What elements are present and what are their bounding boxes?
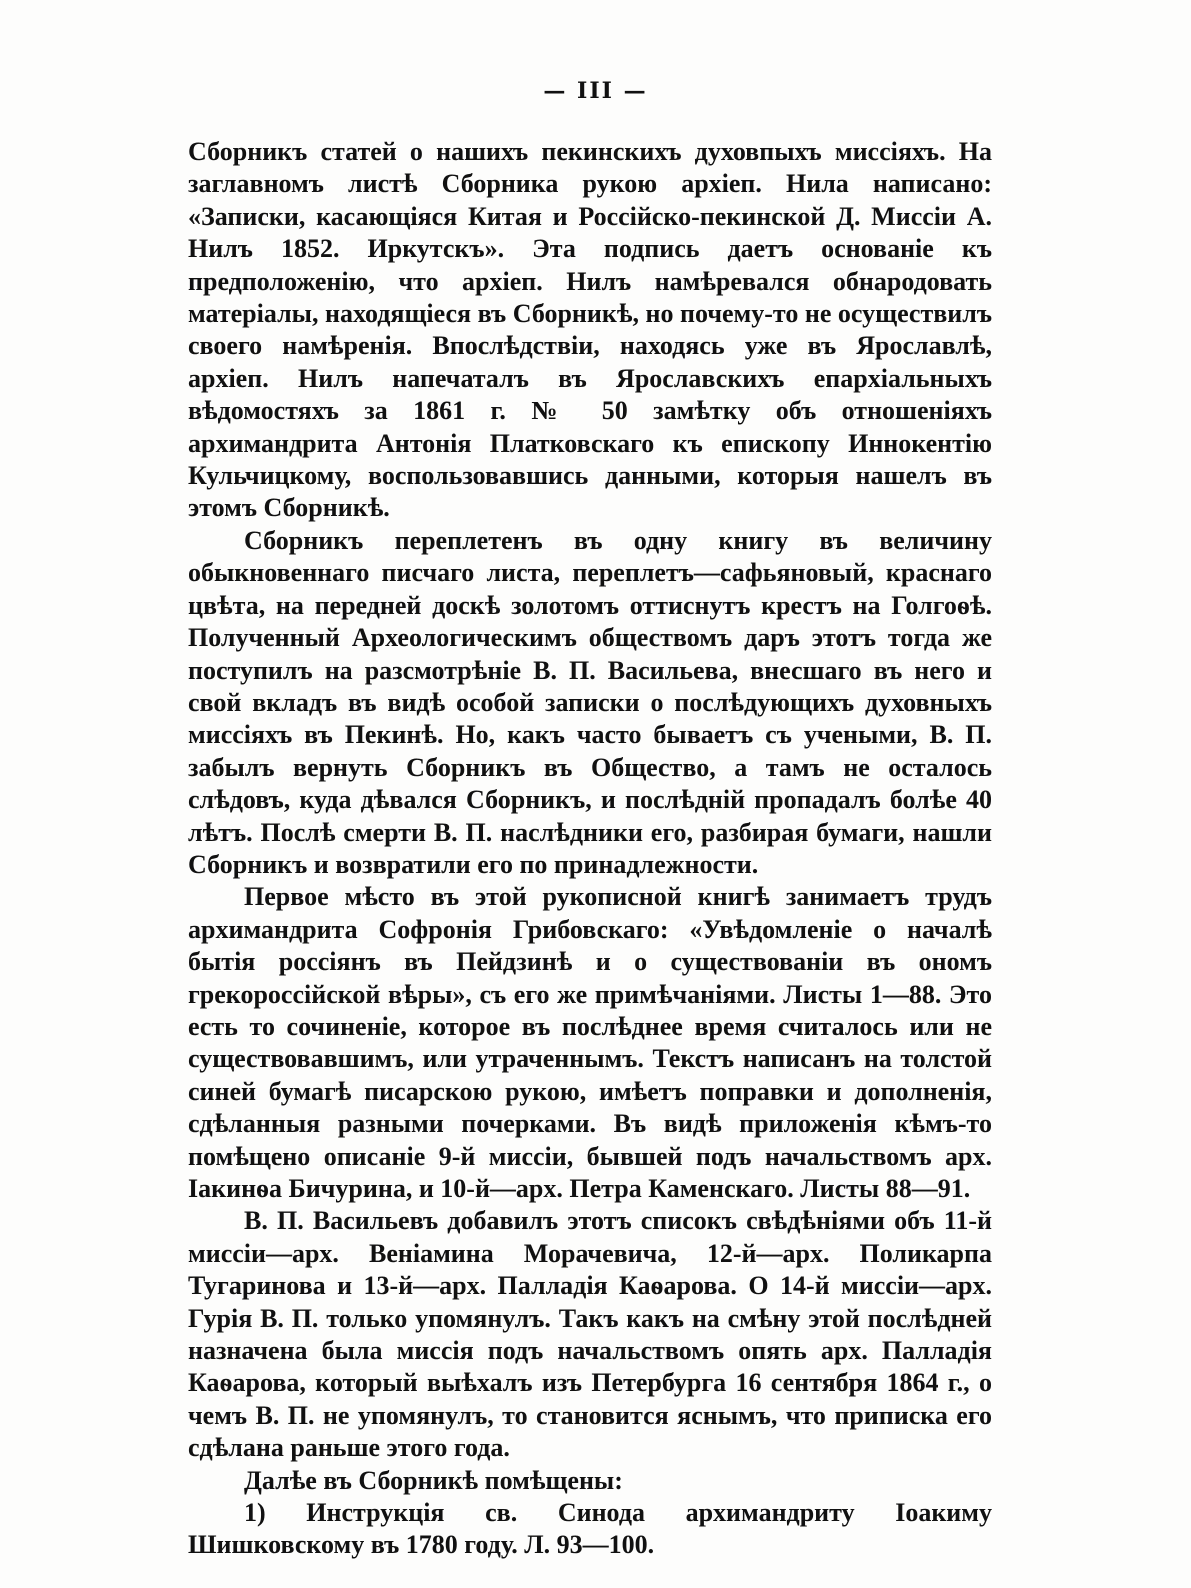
list-item: 1) Инструкція св. Синода архимандриту Іоакиму Шишковскому въ 1780 году. Л. 93—100. <box>188 1498 992 1560</box>
paragraph: В. П. Васильевъ добавилъ этотъ списокъ свѣдѣніями объ 11-й миссіи—арх. Веніамина Морачевича, 12-й—арх. Поликарпа Тугаринова и 13-й—арх. Палладія Каѳарова. О 14-й миссіи—арх. Гурія В. П. только упомянулъ. Такъ какъ на смѣну этой послѣдней назначена была миссія подъ начальствомъ опять арх. Палладія Каѳарова, который выѣхалъ изъ Петербурга 16 сентября 1864 г., о чемъ В. П. не упомянулъ, то становится яснымъ, что приписка его сдѣлана раньше этого года. <box>188 1206 992 1463</box>
paragraph: Сборникъ статей о нашихъ пекинскихъ духовпыхъ миссіяхъ. На заглавномъ листѣ Сборника рукою архіеп. Нила написано: «Записки, касающіяся Китая и Россійско-пекинской Д. Миссіи А. Нилъ 1852. Иркутскъ». Эта подпись даетъ основаніе къ предположенію, что архіеп. Нилъ намѣревался обнародовать матеріалы, находящіеся въ Сборникѣ, но почему-то не осуществилъ своего намѣренія. Впослѣдствіи, находясь уже въ Ярославлѣ, архіеп. Нилъ напечаталъ въ Ярославскихъ епархіальныхъ вѣдомостяхъ за 1861 г. № 50 замѣтку объ отношеніяхъ архимандрита Антонія Платковскаго къ епископу Иннокентію Кульчицкому, воспользовавшись данными, которыя нашелъ въ этомъ Сборникѣ. <box>188 137 992 523</box>
paragraph: Далѣе въ Сборникѣ помѣщены: <box>244 1465 623 1495</box>
paragraph: Сборникъ переплетенъ въ одну книгу въ величину обыкновеннаго писчаго листа, переплетъ—сафьяновый, краснаго цвѣта, на передней доскѣ золотомъ оттиснутъ крестъ на Голгоѳѣ. Полученный Археологическимъ обществомъ даръ этотъ тогда же поступилъ на разсмотрѣніе В. П. Васильева, внесшаго въ него и свой вкладъ въ видѣ особой записки о послѣдующихъ духовныхъ миссіяхъ въ Пекинѣ. Но, какъ часто бываетъ съ учеными, В. П. забылъ вернуть Сборникъ въ Общество, а тамъ не осталось слѣдовъ, куда дѣвался Сборникъ, и послѣдній пропадалъ болѣе 40 лѣтъ. Послѣ смерти В. П. наслѣдники его, разбирая бумаги, нашли Сборникъ и возвратили его по принадлежности. <box>188 525 992 879</box>
body-text <box>188 136 992 1562</box>
paragraph: Первое мѣсто въ этой рукописной книгѣ занимаетъ трудъ архимандрита Софронія Грибовскаго: «Увѣдомленіе о началѣ бытія россіянъ въ Пейдзинѣ и о существованіи въ ономъ грекороссійской вѣры», съ его же примѣчаніями. Листы 1—88. Это есть то сочиненіе, которое въ послѣднее время считалось или не существовавшимъ, или утраченнымъ. Текстъ написанъ на толстой синей бумагѣ писарскою рукою, имѣетъ поправки и дополненія, сдѣланныя разными почерками. Въ видѣ приложенія кѣмъ-то помѣщено описаніе 9-й миссіи, бывшей подъ начальствомъ арх. Іакинѳа Бичурина, и 10-й—арх. Петра Каменскаго. Листы 88—91. <box>188 882 992 1203</box>
page-number: — III — <box>543 78 648 104</box>
